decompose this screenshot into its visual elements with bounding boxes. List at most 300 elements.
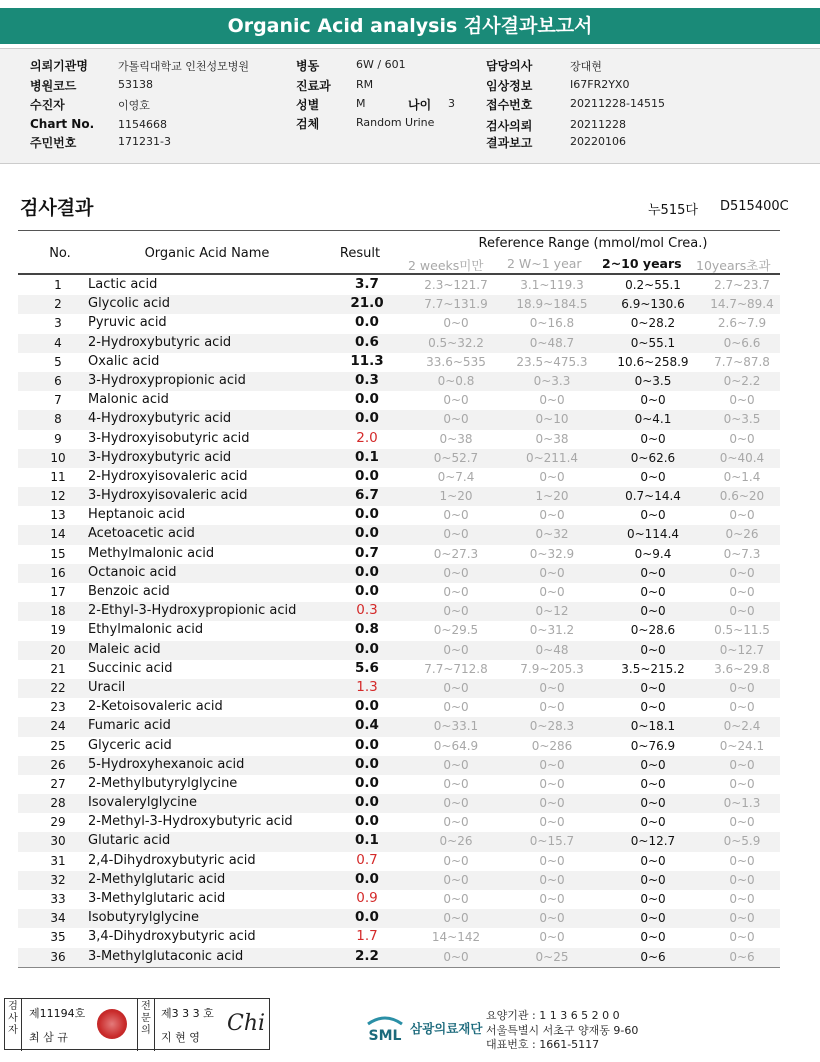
table-row: [18, 391, 780, 410]
info-key: 접수번호: [486, 98, 533, 112]
row-number: 27: [50, 776, 66, 791]
acid-name: 2-Hydroxyisovaleric acid: [88, 468, 248, 484]
ref-10y: 0~0: [729, 853, 755, 868]
row-number: 7: [54, 393, 62, 408]
row-number: 26: [50, 757, 66, 772]
examiner-name: 최 삼 규: [29, 1031, 68, 1044]
footer-address-3: 대표번호 : 1661-5117: [486, 1038, 600, 1051]
ref-2-10y: 10.6~258.9: [617, 354, 689, 369]
row-number: 9: [54, 431, 62, 446]
ref-2-10y: 0~0: [640, 431, 666, 446]
ref-2w-1y: 23.5~475.3: [516, 354, 588, 369]
table-row: [18, 909, 780, 928]
ref-2w-1y: 0~0: [539, 469, 565, 484]
ref-2-10y: 0~4.1: [634, 412, 672, 427]
acid-name: 2-Ketoisovaleric acid: [88, 699, 223, 715]
result-value: 0.0: [355, 774, 379, 791]
info-value: 1154668: [118, 118, 167, 131]
info-value: 20211228: [570, 118, 626, 131]
row-number: 17: [50, 585, 66, 599]
result-value: 0.0: [355, 525, 379, 542]
table-row: [18, 928, 780, 947]
ref-2w-1y: 0~0: [539, 508, 565, 523]
section-code-1: 누515다: [648, 203, 698, 218]
ref-2w-1y: 0~31.2: [529, 623, 575, 638]
ref-10y: 0~2.2: [723, 373, 761, 388]
ref-2weeks: 0~0: [443, 796, 469, 811]
ref-10y: 0~6: [729, 949, 755, 964]
row-number: 16: [50, 565, 66, 580]
acid-name: 2-Methylglutaric acid: [88, 871, 226, 887]
ref-2weeks: 0~0: [443, 700, 469, 715]
ref-10y: 0~26: [725, 527, 759, 542]
info-key: 주민번호: [30, 136, 77, 150]
ref-2-10y: 0~0: [640, 776, 666, 791]
ref-10y: 0~5.9: [723, 834, 761, 849]
ref-2-10y: 0~0: [640, 585, 666, 599]
row-number: 20: [50, 642, 66, 657]
result-value: 0.8: [355, 621, 379, 638]
ref-2weeks: 0~0: [443, 527, 469, 542]
acid-name: Ethylmalonic acid: [88, 622, 204, 638]
acid-name: Methylmalonic acid: [88, 545, 215, 561]
table-row: [18, 545, 780, 564]
header-reference-range: Reference Range (mmol/mol Crea.): [478, 236, 708, 251]
table-row: [18, 698, 780, 717]
ref-2weeks: 0~29.5: [433, 623, 479, 638]
ref-10y: 0~0: [729, 776, 755, 791]
row-number: 32: [50, 872, 66, 887]
ref-2weeks: 0~0: [443, 776, 469, 791]
table-row: [18, 372, 780, 391]
ref-2-10y: 0~28.6: [630, 623, 676, 638]
ref-10y: 0~0: [729, 815, 755, 830]
result-value: 0.0: [355, 870, 379, 887]
ref-2weeks: 0~0: [443, 680, 469, 695]
ref-2w-1y: 0~0: [539, 776, 565, 791]
row-number: 28: [50, 796, 66, 811]
ref-10y: 0~0: [729, 930, 755, 945]
ref-2w-1y: 0~15.7: [529, 834, 575, 849]
result-value: 0.3: [356, 602, 378, 619]
acid-name: Acetoacetic acid: [88, 526, 195, 542]
table-row: [18, 334, 780, 353]
footer-address-2: 서울특별시 서초구 양재동 9-60: [486, 1024, 639, 1037]
ref-10y: 0~0: [729, 911, 755, 926]
result-value: 11.3: [350, 352, 384, 369]
info-value: 장대현: [570, 60, 602, 73]
ref-2-10y: 0~114.4: [626, 527, 680, 542]
row-number: 34: [50, 911, 66, 926]
ref-2-10y: 0~0: [640, 892, 666, 906]
header-result: Result: [339, 246, 381, 261]
result-value: 0.0: [355, 467, 379, 484]
row-number: 35: [50, 930, 66, 945]
info-value: 가톨릭대학교 인천성모병원: [118, 60, 250, 73]
acid-name: Succinic acid: [88, 660, 173, 676]
ref-2-10y: 0~0: [640, 700, 666, 715]
result-value: 2.0: [356, 429, 378, 446]
table-row: [18, 602, 780, 621]
info-key: 담당의사: [486, 59, 533, 73]
ref-2weeks: 1~20: [439, 489, 473, 504]
ref-2weeks: 0~27.3: [433, 546, 479, 561]
result-value: 0.0: [355, 410, 379, 427]
ref-2-10y: 0~0: [640, 604, 666, 619]
logo-abbr: SML: [368, 1028, 402, 1044]
acid-name: Octanoic acid: [88, 564, 177, 580]
acid-name: Lactic acid: [88, 277, 158, 292]
row-number: 21: [50, 661, 66, 676]
ref-10y: 0~0: [729, 680, 755, 695]
acid-name: 5-Hydroxyhexanoic acid: [88, 756, 245, 772]
ref-10y: 0~0: [729, 508, 755, 523]
ref-2weeks: 0~0: [443, 911, 469, 926]
row-number: 6: [54, 373, 62, 388]
result-value: 0.1: [355, 832, 379, 849]
row-number: 15: [50, 546, 66, 561]
acid-name: 3-Hydroxybutyric acid: [88, 449, 232, 465]
row-number: 13: [50, 508, 66, 523]
ref-2w-1y: 0~32: [535, 527, 569, 542]
result-value: 0.0: [355, 698, 379, 715]
result-value: 0.0: [355, 640, 379, 657]
info-value: 20220106: [570, 135, 626, 148]
info-value: 20211228-14515: [570, 97, 665, 110]
ref-2-10y: 0~0: [640, 393, 666, 408]
result-value: 0.0: [355, 794, 379, 811]
sml-logo-icon: [364, 1014, 406, 1046]
ref-2w-1y: 0~0: [539, 796, 565, 811]
ref-2w-1y: 0~48.7: [529, 335, 575, 350]
ref-10y: 0~0: [729, 757, 755, 772]
ref-2w-1y: 0~286: [531, 738, 573, 753]
ref-10y: 0.5~11.5: [714, 623, 770, 638]
acid-name: 2-Methyl-3-Hydroxybutyric acid: [88, 814, 293, 830]
table-row: [18, 890, 780, 909]
ref-2weeks: 0~7.4: [437, 469, 475, 484]
acid-name: 2-Methylbutyrylglycine: [88, 775, 238, 791]
result-value: 0.1: [355, 448, 379, 465]
ref-10y: 0~1.4: [723, 469, 761, 484]
result-value: 0.0: [355, 736, 379, 753]
ref-2w-1y: 1~20: [535, 489, 569, 504]
info-key: 임상정보: [486, 79, 533, 93]
ref-10y: 0~12.7: [719, 642, 765, 657]
result-value: 6.7: [355, 487, 379, 504]
row-number: 3: [54, 316, 62, 331]
ref-2weeks: 0~0: [443, 757, 469, 772]
result-value: 2.2: [355, 947, 379, 964]
examiner-license-no: 제11194호: [29, 1007, 86, 1020]
ref-2weeks: 0~0: [443, 604, 469, 619]
result-value: 0.0: [355, 755, 379, 772]
table-row: [18, 756, 780, 775]
info-value: 53138: [118, 78, 153, 91]
ref-10y: 0~0: [729, 585, 755, 599]
ref-2weeks: 7.7~712.8: [424, 661, 488, 676]
result-value: 0.9: [356, 890, 378, 906]
report-title: Organic Acid analysis 검사결과보고서: [0, 8, 820, 44]
ref-2w-1y: 0~0: [539, 815, 565, 830]
row-number: 14: [50, 527, 66, 542]
ref-10y: 3.6~29.8: [714, 661, 770, 676]
ref-2w-1y: 0~25: [535, 949, 569, 964]
ref-2-10y: 0~62.6: [630, 450, 676, 465]
info-key: 병동: [296, 59, 320, 73]
acid-name: Maleic acid: [88, 641, 161, 657]
row-number: 11: [50, 469, 66, 484]
table-row: [18, 468, 780, 487]
logo-name: 삼광의료재단: [410, 1021, 483, 1036]
ref-10y: 0~6.6: [723, 335, 761, 350]
ref-2-10y: 0~28.2: [630, 316, 676, 331]
info-key: 결과보고: [486, 136, 533, 150]
ref-2-10y: 0.2~55.1: [625, 278, 681, 292]
ref-2-10y: 0~0: [640, 911, 666, 926]
acid-name: 3-Methylglutaconic acid: [88, 948, 244, 964]
ref-2-10y: 0~0: [640, 796, 666, 811]
row-number: 4: [54, 335, 62, 350]
info-key: 의뢰기관명: [30, 59, 88, 73]
acid-name: 3-Hydroxyisovaleric acid: [88, 488, 248, 504]
ref-10y: 0~0: [729, 431, 755, 446]
result-value: 0.7: [355, 544, 379, 561]
acid-name: Isobutyrylglycine: [88, 910, 200, 926]
table-row: [18, 314, 780, 333]
ref-10y: 0~24.1: [719, 738, 765, 753]
table-row: [18, 276, 780, 295]
table-row: [18, 852, 780, 871]
acid-name: Pyruvic acid: [88, 315, 167, 331]
seal-stamp-icon: [97, 1009, 127, 1039]
row-number: 19: [50, 623, 66, 638]
table-row: [18, 564, 780, 583]
info-value: M: [356, 97, 366, 110]
result-value: 0.7: [356, 851, 378, 868]
row-number: 30: [50, 834, 66, 849]
ref-2-10y: 0~0: [640, 853, 666, 868]
header-name: Organic Acid Name: [144, 246, 270, 261]
ref-2-10y: 3.5~215.2: [621, 661, 685, 676]
info-value: 6W / 601: [356, 58, 406, 71]
ref-2-10y: 0~55.1: [630, 335, 676, 350]
ref-2weeks: 0~0: [443, 949, 469, 964]
result-value: 0.0: [355, 583, 379, 599]
info-key: 검사의뢰: [486, 119, 533, 133]
ref-10y: 0~0: [729, 604, 755, 619]
ref-2w-1y: 0~32.9: [529, 546, 575, 561]
ref-2weeks: 0~26: [439, 834, 473, 849]
ref-10y: 0~3.5: [723, 412, 761, 427]
acid-name: 4-Hydroxybutyric acid: [88, 411, 232, 427]
ref-2weeks: 0~38: [439, 431, 473, 446]
acid-name: 3,4-Dihydroxybutyric acid: [88, 929, 256, 945]
ref-2-10y: 0~0: [640, 757, 666, 772]
acid-name: 3-Methylglutaric acid: [88, 891, 226, 906]
ref-2weeks: 0~0: [443, 642, 469, 657]
ref-2w-1y: 0~0: [539, 757, 565, 772]
result-value: 0.4: [355, 717, 379, 734]
header-no: No.: [49, 246, 71, 261]
info-value: 171231-3: [118, 135, 171, 148]
acid-name: Benzoic acid: [88, 584, 170, 599]
ref-2-10y: 0~18.1: [630, 719, 676, 734]
row-number: 24: [50, 719, 66, 734]
ref-2weeks: 0~0: [443, 815, 469, 830]
info-key: 성별: [296, 98, 320, 112]
table-row: [18, 832, 780, 851]
table-row: [18, 717, 780, 736]
table-row: [18, 353, 780, 372]
info-key: 진료과: [296, 79, 331, 93]
ref-2weeks: 0~33.1: [433, 719, 479, 734]
ref-2weeks: 0~0: [443, 565, 469, 580]
info-key: 검체: [296, 117, 320, 131]
signature-box: [4, 998, 270, 1050]
acid-name: Glycolic acid: [88, 296, 170, 312]
table-row: [18, 621, 780, 640]
ref-2w-1y: 0~38: [535, 431, 569, 446]
ref-10y: 0.6~20: [719, 489, 765, 504]
ref-10y: 0~0: [729, 393, 755, 408]
result-value: 1.7: [356, 928, 378, 945]
signature: Chi: [227, 1011, 266, 1036]
ref-2weeks: 0~0: [443, 872, 469, 887]
info-key: 병원코드: [30, 79, 77, 93]
ref-10y: 0~2.4: [723, 719, 761, 734]
ref-10y: 0~7.3: [723, 546, 761, 561]
ref-2-10y: 0~0: [640, 565, 666, 580]
table-bottom-rule: [18, 967, 780, 968]
ref-2-10y: 0~0: [640, 680, 666, 695]
row-number: 31: [50, 853, 66, 868]
acid-name: Heptanoic acid: [88, 507, 186, 523]
ref-10y: 2.6~7.9: [717, 316, 767, 331]
ref-2-10y: 0~0: [640, 815, 666, 830]
sub-header-2weeks: 2 weeks미만: [408, 258, 484, 273]
row-number: 5: [54, 354, 62, 369]
table-row: [18, 487, 780, 506]
result-value: 0.0: [355, 813, 379, 830]
ref-2w-1y: 0~16.8: [529, 316, 575, 331]
role-label-specialist: 전문의: [137, 999, 155, 1051]
ref-2w-1y: 0~0: [539, 585, 565, 599]
ref-2-10y: 6.9~130.6: [621, 297, 685, 312]
ref-2-10y: 0~0: [640, 872, 666, 887]
result-value: 0.0: [355, 314, 379, 331]
ref-2w-1y: 0~211.4: [525, 450, 579, 465]
ref-2weeks: 0~0: [443, 508, 469, 523]
results-table: [18, 276, 780, 967]
ref-2-10y: 0~0: [640, 642, 666, 657]
row-number: 10: [50, 450, 66, 465]
ref-2weeks: 2.3~121.7: [424, 278, 488, 292]
ref-10y: 14.7~89.4: [710, 297, 774, 312]
row-number: 23: [50, 700, 66, 715]
row-number: 22: [50, 680, 66, 695]
table-row: [18, 679, 780, 698]
result-value: 0.0: [355, 909, 379, 926]
acid-name: 2-Ethyl-3-Hydroxypropionic acid: [88, 603, 297, 619]
specialist-license-no: 제3 3 3 호: [161, 1007, 214, 1020]
ref-2weeks: 7.7~131.9: [424, 297, 488, 312]
ref-10y: 0~0: [729, 565, 755, 580]
acid-name: Isovalerylglycine: [88, 795, 198, 811]
acid-name: Oxalic acid: [88, 353, 160, 369]
ref-2weeks: 0~0: [443, 892, 469, 906]
ref-10y: 0~0: [729, 872, 755, 887]
ref-2weeks: 0~52.7: [433, 450, 479, 465]
info-value: 이영호: [118, 99, 150, 112]
ref-2w-1y: 0~28.3: [529, 719, 575, 734]
result-value: 5.6: [355, 659, 379, 676]
table-row: [18, 525, 780, 544]
ref-2w-1y: 0~0: [539, 700, 565, 715]
acid-name: 3-Hydroxyisobutyric acid: [88, 430, 250, 446]
info-value: Random Urine: [356, 116, 435, 129]
ref-2weeks: 0~0: [443, 393, 469, 408]
ref-2w-1y: 0~10: [535, 412, 569, 427]
ref-2-10y: 0~0: [640, 508, 666, 523]
ref-10y: 0~1.3: [723, 796, 761, 811]
ref-2w-1y: 0~0: [539, 892, 565, 906]
table-row: [18, 737, 780, 756]
result-value: 0.6: [355, 333, 379, 350]
table-row: [18, 583, 780, 602]
table-row: [18, 430, 780, 449]
table-row: [18, 660, 780, 679]
acid-name: 3-Hydroxypropionic acid: [88, 372, 246, 388]
patient-info-panel: [0, 48, 820, 164]
table-row: [18, 871, 780, 890]
ref-2-10y: 0~0: [640, 469, 666, 484]
result-value: 3.7: [355, 276, 379, 292]
ref-2w-1y: 18.9~184.5: [516, 297, 588, 312]
ref-10y: 7.7~87.8: [714, 354, 770, 369]
acid-name: 2,4-Dihydroxybutyric acid: [88, 852, 256, 868]
info-value: RM: [356, 78, 374, 91]
ref-2weeks: 33.6~535: [426, 354, 486, 369]
ref-2w-1y: 0~0: [539, 911, 565, 926]
row-number: 8: [54, 412, 62, 427]
table-row: [18, 794, 780, 813]
acid-name: Fumaric acid: [88, 718, 171, 734]
ref-2weeks: 14~142: [431, 930, 481, 945]
table-row: [18, 775, 780, 794]
row-number: 1: [54, 278, 62, 292]
ref-2-10y: 0~9.4: [634, 546, 672, 561]
table-top-rule: [18, 230, 780, 231]
sub-header-2-10y: 2~10 years: [602, 256, 682, 271]
info-key: 수진자: [30, 98, 65, 112]
age-key: 나이: [408, 98, 432, 112]
result-value: 0.0: [355, 563, 379, 580]
row-number: 29: [50, 815, 66, 830]
ref-2w-1y: 0~0: [539, 393, 565, 408]
row-number: 36: [50, 949, 66, 964]
sub-header-10y: 10years초과: [696, 258, 771, 273]
result-value: 21.0: [350, 295, 384, 312]
section-title: 검사결과: [20, 197, 94, 219]
table-row: [18, 295, 780, 314]
acid-name: Uracil: [88, 679, 126, 695]
role-label-examiner: 검사자: [5, 999, 22, 1051]
sub-header-2w-1y: 2 W~1 year: [507, 256, 582, 271]
acid-name: 2-Hydroxybutyric acid: [88, 334, 232, 350]
ref-2-10y: 0~3.5: [634, 373, 672, 388]
ref-2-10y: 0.7~14.4: [625, 489, 681, 504]
